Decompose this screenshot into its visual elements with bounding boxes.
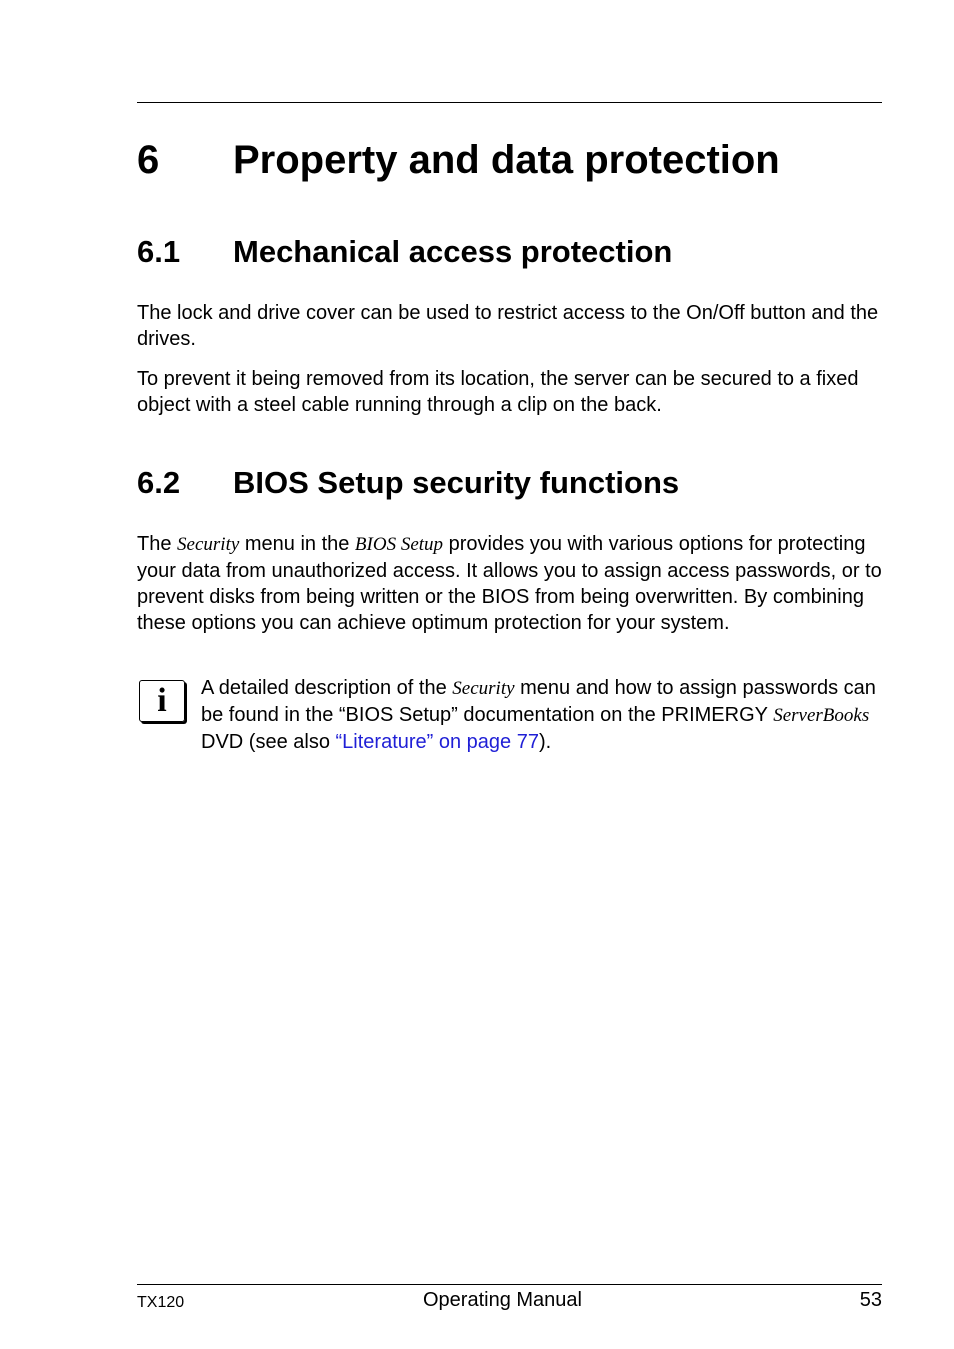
page-number: 53	[859, 1289, 882, 1311]
section-number: 6.2	[137, 465, 181, 500]
text: ).	[538, 731, 552, 753]
footer-model: TX120	[137, 1294, 185, 1311]
chapter-number: 6	[137, 138, 160, 182]
paragraph-steel-cable: To prevent it being removed from its location, the server can be secured to a fixed object with a steel cable running through a clip on the back.	[137, 368, 859, 416]
menu-name: Security	[452, 678, 515, 699]
section-title: Mechanical access protection	[233, 234, 673, 269]
section-title: BIOS Setup security functions	[233, 465, 680, 500]
program-name: BIOS Setup	[354, 534, 444, 555]
text: A detailed description of the	[201, 677, 453, 699]
text: The	[137, 533, 178, 555]
info-note	[201, 675, 885, 755]
info-icon	[139, 680, 185, 722]
footer-rule	[137, 1284, 882, 1285]
info-glyph: i	[157, 682, 167, 719]
section-heading-6-2	[137, 465, 679, 501]
literature-link[interactable]: “Literature” on page 77	[335, 731, 539, 753]
chapter-title: Property and data protection	[233, 138, 780, 182]
header-rule	[137, 102, 882, 103]
footer-doc-title: Operating Manual	[423, 1289, 582, 1311]
product-name: ServerBooks	[773, 705, 870, 726]
section-number: 6.1	[137, 234, 181, 269]
text: menu in the	[239, 533, 355, 555]
menu-name: Security	[177, 534, 240, 555]
text: provides you with various options for protecting your data from unauthorized access. It allows you to assign access passwords, or to prevent disks from being written or the BIOS from being overwritten. By combining these options you can achieve optimum protection for your system.	[137, 533, 882, 634]
section-heading-6-1	[137, 234, 672, 270]
paragraph-bios-security	[137, 531, 883, 636]
paragraph-lock-cover: The lock and drive cover can be used to restrict access to the On/Off button and the drives.	[137, 302, 879, 350]
text: menu and how to assign passwords can be found in the “BIOS Setup” documentation on the PRIMERGY	[201, 677, 876, 726]
chapter-heading	[137, 136, 780, 184]
text: DVD (see also	[201, 731, 336, 753]
